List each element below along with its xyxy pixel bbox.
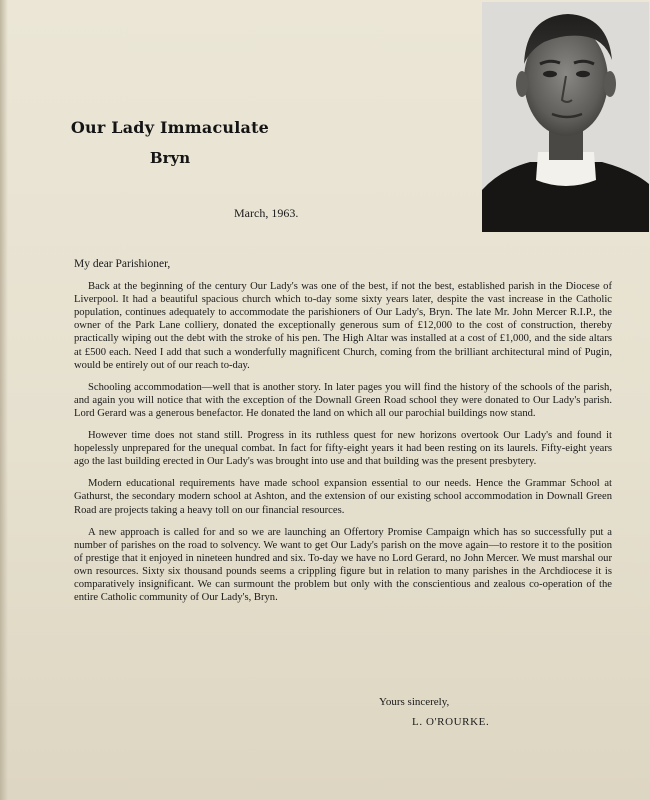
letter-heading <box>60 118 280 167</box>
heading-parish-name: Our Lady Immaculate <box>70 118 270 137</box>
letter-paragraph: Back at the beginning of the century Our Lady's was one of the best, if not the best, established parish in the Diocese of Liverpool. It had a beautiful spacious church which to-day some sixty years later, despite the vast increase in the Catholic population, continues adequately to accommodate the parishioners of Our Lady's, Bryn. The late Mr. John Mercer R.I.P., the owner of the Park Lane colliery, donated the exceptionally generous sum of £12,000 to the cost of construction, thereby practically wiping out the debt with the stroke of his pen. The High Altar was installed at a cost of £1,000, and the side altars at £500 each. Need I add that such a wonderfully magnificent Church, coming from the brilliant architectural mind of Pugin, would be entirely out of our reach to-day. <box>74 281 612 371</box>
letter-paragraph: However time does not stand still. Progress in its ruthless quest for new horizons overtook Our Lady's and found it hopelessly unprepared for the unequal combat. In fact for fifty-eight years it had been resting on its laurels. Fifty-eight years ago the last building erected in Our Lady's was brought into use and that building was the present presbytery. <box>74 430 612 468</box>
priest-portrait-photo <box>482 2 649 232</box>
heading-place-name: Bryn <box>149 149 191 167</box>
letter-paragraph: Schooling accommodation—well that is another story. In later pages you will find the history of the schools of the parish, and again you will notice that with the exception of the Downall Green Road school they were donated to Our Lady's parish. Lord Gerard was a generous benefactor. He donated the land on which all our parochial buildings now stand. <box>74 381 612 419</box>
priest-portrait-illustration <box>482 2 649 232</box>
letter-paragraph: A new approach is called for and so we are launching an Offertory Promise Campaign which has so successfully put a number of parishes on the road to solvency. We want to get Our Lady's parish on the move again—to restore it to the position of prestige that it enjoyed in nineteen hundred and six. To-day we have no Lord Gerard, no John Mercer. We must marshal our own resources. Sixty six thousand pounds seems a crippling figure but in relation to many parishes in the Archdiocese it is comparatively insignificant. We can surmount the problem but only with the conscientious and zealous co-operation of the entire Catholic community of Our Lady's, Bryn. <box>74 526 612 604</box>
letter-signature: L. O'ROURKE. <box>412 716 490 728</box>
page-edge-shadow <box>0 0 8 800</box>
letter-body <box>74 258 612 613</box>
letter-closing: Yours sincerely, <box>379 696 450 708</box>
letter-salutation: My dear Parishioner, <box>74 258 171 270</box>
letter-paragraph: Modern educational requirements have made school expansion essential to our needs. Hence the Grammar School at Gathurst, the secondary modern school at Ashton, and the extension of our existing school accommodation in Downall Green Road are projects taking a heavy toll on our financial resources. <box>74 478 612 516</box>
letter-date: March, 1963. <box>234 206 299 220</box>
